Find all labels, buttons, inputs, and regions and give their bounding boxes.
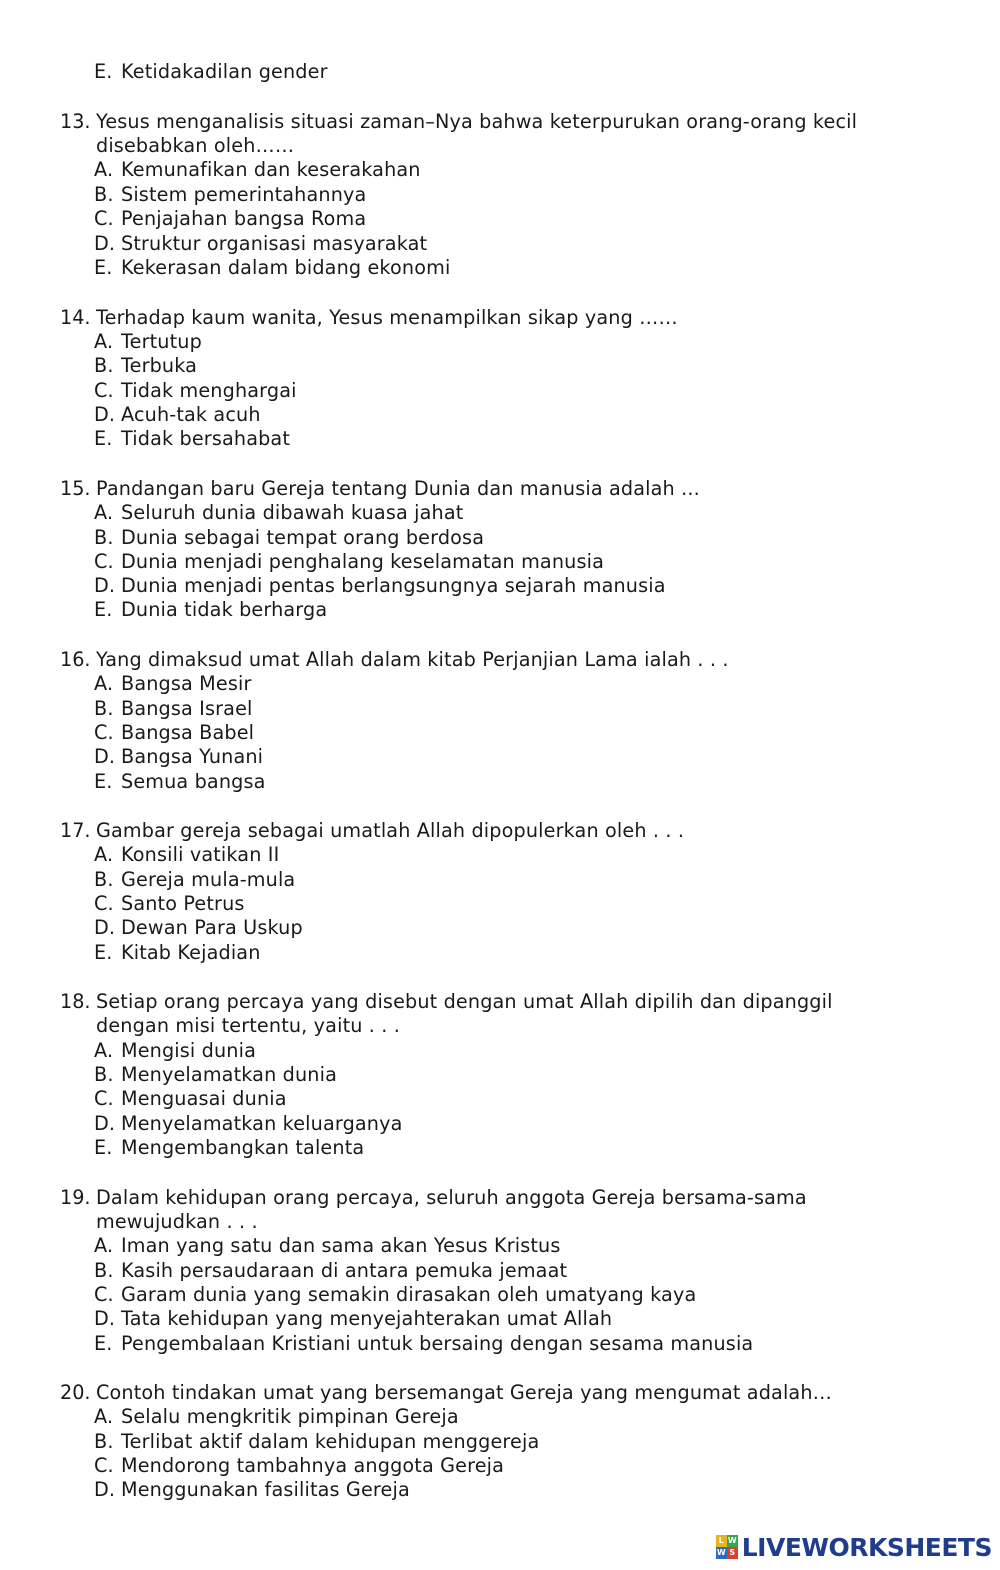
option-text: Penjajahan bangsa Roma: [121, 207, 367, 230]
option-letter: D.: [94, 403, 116, 426]
option-letter: A.: [94, 672, 114, 695]
option-d: [94, 745, 263, 770]
option-d: [94, 1307, 612, 1332]
option-c: [94, 1454, 504, 1479]
option-d: [94, 1112, 403, 1137]
question-text-line: Setiap orang percaya yang disebut dengan umat Allah dipilih dan dipanggil: [96, 990, 833, 1013]
option-text: Terlibat aktif dalam kehidupan menggereja: [121, 1430, 540, 1453]
question-text-line: Pandangan baru Gereja tentang Dunia dan manusia adalah ...: [96, 477, 700, 500]
option-text: Ketidakadilan gender: [121, 60, 328, 83]
option-e: [94, 598, 327, 623]
option-text: Bangsa Yunani: [121, 745, 264, 768]
option-b: [94, 1430, 539, 1455]
option-text: Dunia sebagai tempat orang berdosa: [121, 526, 485, 549]
option-b: [94, 868, 295, 893]
option-letter: D.: [94, 1478, 116, 1501]
option-c: [94, 379, 297, 404]
option-letter: B.: [94, 1063, 114, 1086]
option-text: Tidak menghargai: [121, 379, 297, 402]
option-text: Selalu mengkritik pimpinan Gereja: [121, 1405, 459, 1428]
option-e: [94, 1136, 364, 1161]
option-d: [94, 232, 427, 257]
option-letter: C.: [94, 892, 114, 915]
option-text: Dunia menjadi penghalang keselamatan manusia: [121, 550, 604, 573]
option-letter: A.: [94, 158, 114, 181]
question-text-line: Dalam kehidupan orang percaya, seluruh anggota Gereja bersama-sama: [96, 1186, 807, 1209]
option-text: Mengisi dunia: [121, 1039, 256, 1062]
logo-cell: W: [716, 1548, 726, 1557]
option-letter: A.: [94, 843, 114, 866]
option-letter: E.: [94, 427, 113, 450]
option-letter: C.: [94, 550, 114, 573]
option-text: Tertutup: [121, 330, 202, 353]
option-letter: B.: [94, 697, 114, 720]
option-text: Menyelamatkan keluarganya: [121, 1112, 403, 1135]
question-text-line: Contoh tindakan umat yang bersemangat Gereja yang mengumat adalah…: [96, 1381, 832, 1404]
option-letter: D.: [94, 1307, 116, 1330]
question-number: 18.: [60, 990, 91, 1013]
option-b: [94, 354, 197, 379]
logo-cell: S: [727, 1547, 738, 1559]
prev-question-option-e: [94, 60, 328, 85]
option-letter: B.: [94, 1259, 114, 1282]
option-d: [94, 403, 261, 428]
option-a: [94, 672, 252, 697]
option-letter: B.: [94, 354, 114, 377]
option-c: [94, 892, 245, 917]
option-letter: E.: [94, 770, 113, 793]
option-letter: B.: [94, 868, 114, 891]
option-text: Dewan Para Uskup: [121, 916, 303, 939]
option-text: Gereja mula-mula: [121, 868, 296, 891]
option-letter: A.: [94, 1405, 114, 1428]
option-c: [94, 550, 604, 575]
option-a: [94, 1405, 459, 1430]
option-text: Menguasai dunia: [121, 1087, 287, 1110]
option-text: Bangsa Israel: [121, 697, 253, 720]
option-letter: A.: [94, 1039, 114, 1062]
option-text: Sistem pemerintahannya: [121, 183, 367, 206]
option-letter: C.: [94, 1454, 114, 1477]
option-text: Iman yang satu dan sama akan Yesus Kristus: [121, 1234, 561, 1257]
question-number: 20.: [60, 1381, 91, 1404]
option-letter: E.: [94, 256, 113, 279]
option-text: Seluruh dunia dibawah kuasa jahat: [121, 501, 464, 524]
option-letter: E.: [94, 598, 113, 621]
question-number: 15.: [60, 477, 91, 500]
brand-name: LIVEWORKSHEETS: [741, 1532, 992, 1562]
option-e: [94, 427, 290, 452]
option-letter: C.: [94, 207, 114, 230]
question-text-line: mewujudkan . . .: [96, 1210, 258, 1233]
option-text: Kemunafikan dan keserakahan: [121, 158, 421, 181]
question-text-line: dengan misi tertentu, yaitu . . .: [96, 1014, 401, 1037]
option-text: Pengembalaan Kristiani untuk bersaing dengan sesama manusia: [121, 1332, 754, 1355]
option-a: [94, 1039, 256, 1064]
option-letter: C.: [94, 721, 114, 744]
option-b: [94, 526, 484, 551]
option-text: Kitab Kejadian: [121, 941, 261, 964]
option-text: Tidak bersahabat: [121, 427, 291, 450]
option-letter: E.: [94, 1332, 113, 1355]
liveworksheets-logo-icon: [716, 1535, 738, 1559]
option-letter: B.: [94, 526, 114, 549]
option-letter: E.: [94, 1136, 113, 1159]
option-letter: E.: [94, 60, 113, 83]
option-letter: E.: [94, 941, 113, 964]
option-letter: D.: [94, 916, 116, 939]
option-text: Konsili vatikan II: [121, 843, 280, 866]
question-number: 16.: [60, 648, 91, 671]
option-d: [94, 1478, 410, 1503]
option-text: Menggunakan fasilitas Gereja: [121, 1478, 410, 1501]
option-letter: C.: [94, 379, 114, 402]
question-text-line: Gambar gereja sebagai umatlah Allah dipopulerkan oleh . . .: [96, 819, 685, 842]
option-text: Struktur organisasi masyarakat: [121, 232, 428, 255]
option-text: Kasih persaudaraan di antara pemuka jemaat: [121, 1259, 568, 1282]
option-text: Bangsa Mesir: [121, 672, 252, 695]
option-text: Santo Petrus: [121, 892, 245, 915]
option-letter: D.: [94, 232, 116, 255]
option-a: [94, 501, 463, 526]
option-e: [94, 941, 261, 966]
option-text: Mengembangkan talenta: [121, 1136, 365, 1159]
option-a: [94, 330, 202, 355]
option-letter: A.: [94, 501, 114, 524]
option-text: Kekerasan dalam bidang ekonomi: [121, 256, 451, 279]
option-text: Acuh-tak acuh: [121, 403, 261, 426]
option-e: [94, 256, 450, 281]
option-b: [94, 697, 253, 722]
question-text-line: Yesus menganalisis situasi zaman–Nya bahwa keterpurukan orang-orang kecil: [96, 110, 858, 133]
option-text: Garam dunia yang semakin dirasakan oleh umatyang kaya: [121, 1283, 697, 1306]
option-letter: D.: [94, 1112, 116, 1135]
option-c: [94, 1087, 287, 1112]
option-text: Dunia tidak berharga: [121, 598, 328, 621]
option-text: Tata kehidupan yang menyejahterakan umat Allah: [121, 1307, 613, 1330]
option-text: Semua bangsa: [121, 770, 266, 793]
question-text-line: disebabkan oleh……: [96, 134, 295, 157]
logo-cell: W: [727, 1536, 737, 1545]
option-c: [94, 721, 254, 746]
option-b: [94, 1063, 337, 1088]
question-number: 14.: [60, 306, 91, 329]
option-text: Terbuka: [121, 354, 198, 377]
question-text-line: Terhadap kaum wanita, Yesus menampilkan sikap yang ……: [96, 306, 678, 329]
option-b: [94, 183, 366, 208]
question-number: 13.: [60, 110, 91, 133]
option-e: [94, 770, 266, 795]
option-d: [94, 916, 303, 941]
option-c: [94, 1283, 696, 1308]
option-letter: D.: [94, 745, 116, 768]
option-text: Mendorong tambahnya anggota Gereja: [121, 1454, 505, 1477]
option-letter: B.: [94, 1430, 114, 1453]
option-text: Dunia menjadi pentas berlangsungnya sejarah manusia: [121, 574, 666, 597]
option-letter: C.: [94, 1283, 114, 1306]
option-text: Menyelamatkan dunia: [121, 1063, 337, 1086]
option-c: [94, 207, 366, 232]
option-letter: D.: [94, 574, 116, 597]
liveworksheets-brand[interactable]: [716, 1532, 992, 1562]
option-b: [94, 1259, 567, 1284]
question-number: 17.: [60, 819, 91, 842]
option-letter: A.: [94, 1234, 114, 1257]
option-letter: B.: [94, 183, 114, 206]
option-text: Bangsa Babel: [121, 721, 255, 744]
option-e: [94, 1332, 753, 1357]
question-number: 19.: [60, 1186, 91, 1209]
option-a: [94, 1234, 561, 1259]
option-a: [94, 158, 421, 183]
option-d: [94, 574, 666, 599]
logo-cell: L: [716, 1535, 727, 1547]
option-letter: C.: [94, 1087, 114, 1110]
option-a: [94, 843, 279, 868]
question-text-line: Yang dimaksud umat Allah dalam kitab Perjanjian Lama ialah . . .: [96, 648, 729, 671]
option-letter: A.: [94, 330, 114, 353]
